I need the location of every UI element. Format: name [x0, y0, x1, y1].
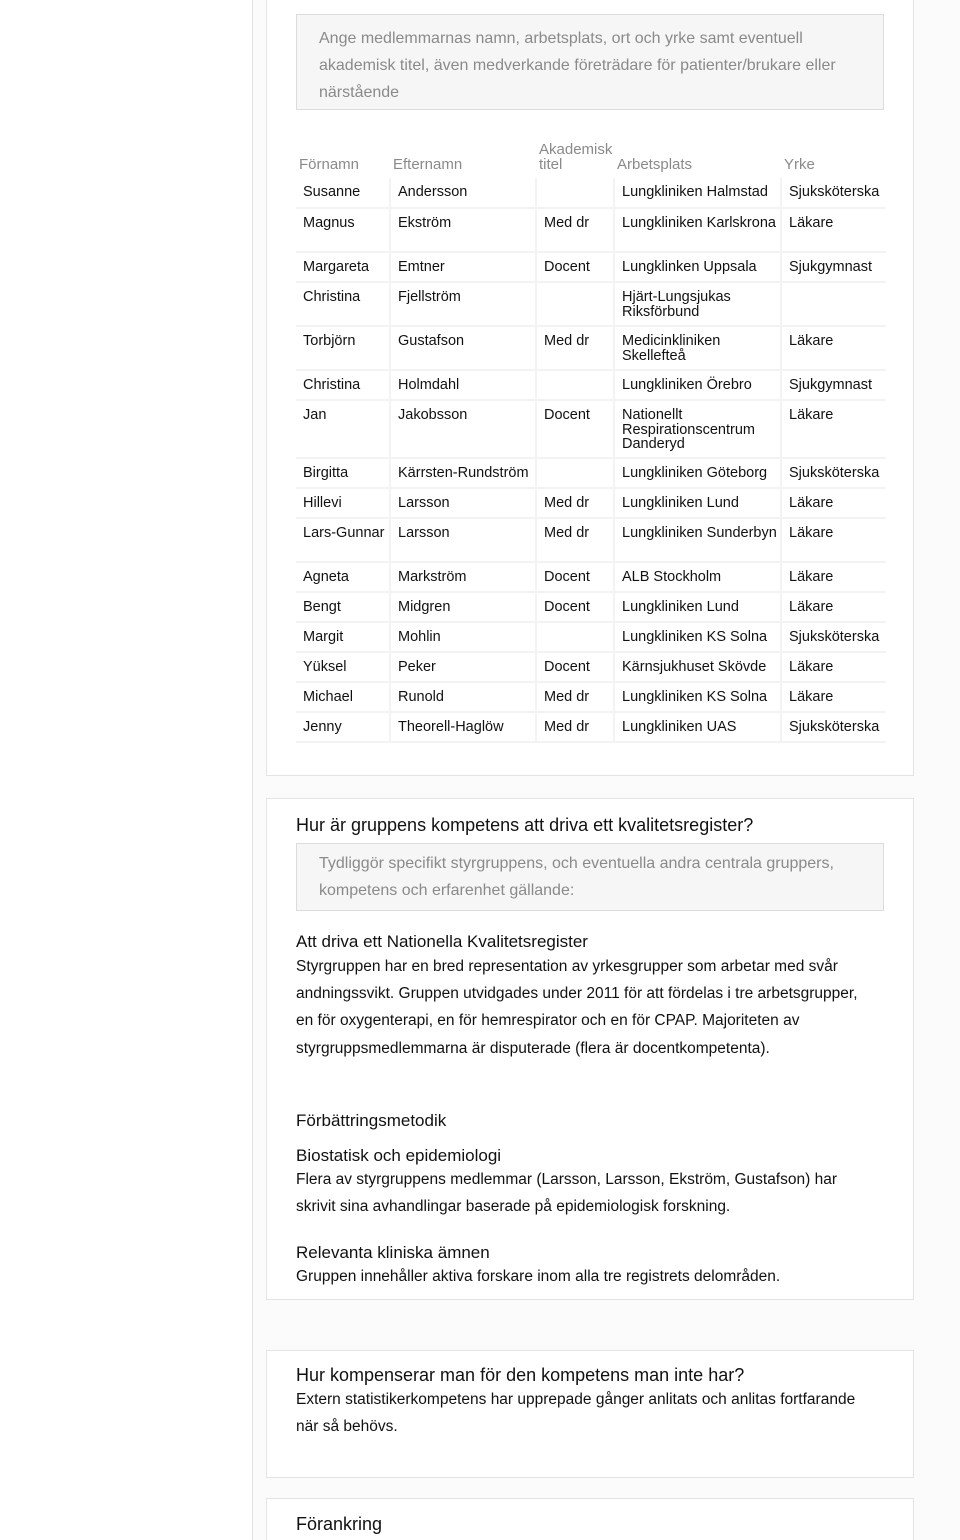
- member-workplace: Lungkliniken Lund: [614, 488, 781, 518]
- table-row: [296, 400, 886, 458]
- member-first-name: Torbjörn: [296, 326, 390, 370]
- member-profession: Läkare: [781, 652, 886, 682]
- member-last-name: Markström: [390, 562, 536, 592]
- anchoring-heading: Förankring: [296, 1514, 383, 1534]
- member-academic-title: Med dr: [536, 712, 614, 742]
- table-row: [296, 622, 886, 652]
- member-workplace: Lungkliniken Karlskrona: [614, 208, 781, 252]
- member-profession: Läkare: [781, 400, 886, 458]
- table-row: [296, 326, 886, 370]
- member-first-name: Margit: [296, 622, 390, 652]
- member-workplace: Lungkliniken Örebro: [614, 370, 781, 400]
- table-row: [296, 682, 886, 712]
- member-workplace: Lungklinken Uppsala: [614, 252, 781, 282]
- member-first-name: Christina: [296, 282, 390, 326]
- member-workplace: Lungkliniken Lund: [614, 592, 781, 622]
- member-academic-title: Docent: [536, 652, 614, 682]
- member-profession: Sjuksköterska: [781, 622, 886, 652]
- member-last-name: Andersson: [390, 178, 536, 208]
- member-workplace: Hjärt-Lungsjukas Riksförbund: [614, 282, 781, 326]
- member-profession: Sjuksköterska: [781, 458, 886, 488]
- member-profession: Läkare: [781, 682, 886, 712]
- member-profession: Sjukgymnast: [781, 370, 886, 400]
- member-profession: Sjuksköterska: [781, 178, 886, 208]
- member-last-name: Gustafson: [390, 326, 536, 370]
- competence-sub2-heading: Förbättringsmetodik: [296, 1111, 447, 1130]
- table-row: [296, 592, 886, 622]
- member-academic-title: Docent: [536, 592, 614, 622]
- members-hint-text: Ange medlemmarnas namn, arbetsplats, ort och yrke samt eventuell akademisk titel, även medverkande företrädare för patienter/brukare eller närstående: [319, 30, 836, 101]
- competence-hint: [296, 843, 884, 911]
- member-last-name: Emtner: [390, 252, 536, 282]
- table-row: [296, 458, 886, 488]
- member-last-name: Larsson: [390, 518, 536, 562]
- table-row: [296, 370, 886, 400]
- member-last-name: Jakobsson: [390, 400, 536, 458]
- member-academic-title: [536, 622, 614, 652]
- member-first-name: Christina: [296, 370, 390, 400]
- competence-sub4-text: Gruppen innehåller aktiva forskare inom alla tre registrets delområden.: [296, 1268, 781, 1285]
- member-first-name: Jenny: [296, 712, 390, 742]
- members-hint: [296, 14, 884, 110]
- member-first-name: Susanne: [296, 178, 390, 208]
- member-first-name: Yüksel: [296, 652, 390, 682]
- competence-heading: Hur är gruppens kompetens att driva ett kvalitetsregister?: [296, 815, 754, 835]
- member-academic-title: Med dr: [536, 208, 614, 252]
- compensation-heading: Hur kompenserar man för den kompetens man inte har?: [296, 1365, 745, 1385]
- col-header-last: Efternamn: [393, 156, 463, 173]
- member-first-name: Margareta: [296, 252, 390, 282]
- member-last-name: Runold: [390, 682, 536, 712]
- member-first-name: Hillevi: [296, 488, 390, 518]
- member-last-name: Kärrsten-Rundström: [390, 458, 536, 488]
- member-academic-title: Med dr: [536, 488, 614, 518]
- member-last-name: Peker: [390, 652, 536, 682]
- member-workplace: Lungkliniken Göteborg: [614, 458, 781, 488]
- member-academic-title: Med dr: [536, 518, 614, 562]
- member-academic-title: [536, 282, 614, 326]
- member-last-name: Mohlin: [390, 622, 536, 652]
- member-profession: Läkare: [781, 562, 886, 592]
- member-academic-title: Med dr: [536, 682, 614, 712]
- member-first-name: Michael: [296, 682, 390, 712]
- member-last-name: Larsson: [390, 488, 536, 518]
- member-profession: [781, 282, 886, 326]
- competence-hint-text: Tydliggör specifikt styrgruppens, och eventuella andra centrala gruppers, kompetens och erfarenhet gällande:: [319, 855, 834, 899]
- table-row: [296, 518, 886, 562]
- member-last-name: Holmdahl: [390, 370, 536, 400]
- competence-sub1-text: Styrgruppen har en bred representation av yrkesgrupper som arbetar med svår andningssvikt. Gruppen utvidgades under 2011 för att fördelas i tre arbetsgrupper, en för oxygenterapi, en för hemrespirator och en för CPAP. Majoriteten av styrgruppsmedlemmarna är disputerade (flera är docentkompetenta).: [296, 958, 858, 1057]
- table-row: [296, 488, 886, 518]
- col-header-profession: Yrke: [784, 156, 815, 173]
- table-row: [296, 712, 886, 742]
- member-profession: Läkare: [781, 592, 886, 622]
- member-first-name: Magnus: [296, 208, 390, 252]
- member-academic-title: Med dr: [536, 326, 614, 370]
- member-last-name: Midgren: [390, 592, 536, 622]
- member-profession: Sjuksköterska: [781, 712, 886, 742]
- member-profession: Läkare: [781, 488, 886, 518]
- member-first-name: Jan: [296, 400, 390, 458]
- member-profession: Läkare: [781, 208, 886, 252]
- members-table-header: [296, 140, 886, 178]
- col-header-title: Akademisk titel: [539, 141, 613, 173]
- member-first-name: Lars-Gunnar: [296, 518, 390, 562]
- member-academic-title: Docent: [536, 562, 614, 592]
- table-row: [296, 562, 886, 592]
- col-header-workplace: Arbetsplats: [617, 156, 693, 173]
- table-row: [296, 652, 886, 682]
- member-workplace: Medicinkliniken Skellefteå: [614, 326, 781, 370]
- compensation-text: Extern statistikerkompetens har upprepade gånger anlitats och anlitas fortfarande när så behövs.: [296, 1391, 856, 1436]
- member-workplace: Lungkliniken KS Solna: [614, 682, 781, 712]
- table-row: [296, 252, 886, 282]
- member-last-name: Theorell-Haglöw: [390, 712, 536, 742]
- member-workplace: Lungkliniken Sunderbyn: [614, 518, 781, 562]
- member-last-name: Fjellström: [390, 282, 536, 326]
- member-workplace: Nationellt Respirationscentrum Danderyd: [614, 400, 781, 458]
- member-workplace: Lungkliniken UAS: [614, 712, 781, 742]
- member-workplace: ALB Stockholm: [614, 562, 781, 592]
- competence-sub1-heading: Att driva ett Nationella Kvalitetsregister: [296, 932, 588, 951]
- table-row: [296, 282, 886, 326]
- member-profession: Läkare: [781, 326, 886, 370]
- members-table: [296, 140, 886, 743]
- member-academic-title: [536, 370, 614, 400]
- member-workplace: Kärnsjukhuset Skövde: [614, 652, 781, 682]
- competence-sub4-heading: Relevanta kliniska ämnen: [296, 1243, 490, 1262]
- member-workplace: Lungkliniken KS Solna: [614, 622, 781, 652]
- member-first-name: Birgitta: [296, 458, 390, 488]
- member-profession: Läkare: [781, 518, 886, 562]
- competence-sub3-text: Flera av styrgruppens medlemmar (Larsson, Larsson, Ekström, Gustafson) har skrivit sina avhandlingar baserade på epidemiologisk forskning.: [296, 1171, 837, 1216]
- member-first-name: Bengt: [296, 592, 390, 622]
- table-row: [296, 208, 886, 252]
- member-last-name: Ekström: [390, 208, 536, 252]
- members-table-body: [296, 178, 886, 742]
- member-workplace: Lungkliniken Halmstad: [614, 178, 781, 208]
- member-academic-title: Docent: [536, 400, 614, 458]
- member-first-name: Agneta: [296, 562, 390, 592]
- competence-sub3-heading: Biostatisk och epidemiologi: [296, 1146, 502, 1165]
- table-row: [296, 178, 886, 208]
- member-academic-title: Docent: [536, 252, 614, 282]
- member-academic-title: [536, 458, 614, 488]
- col-header-first: Förnamn: [299, 156, 360, 173]
- member-academic-title: [536, 178, 614, 208]
- member-profession: Sjukgymnast: [781, 252, 886, 282]
